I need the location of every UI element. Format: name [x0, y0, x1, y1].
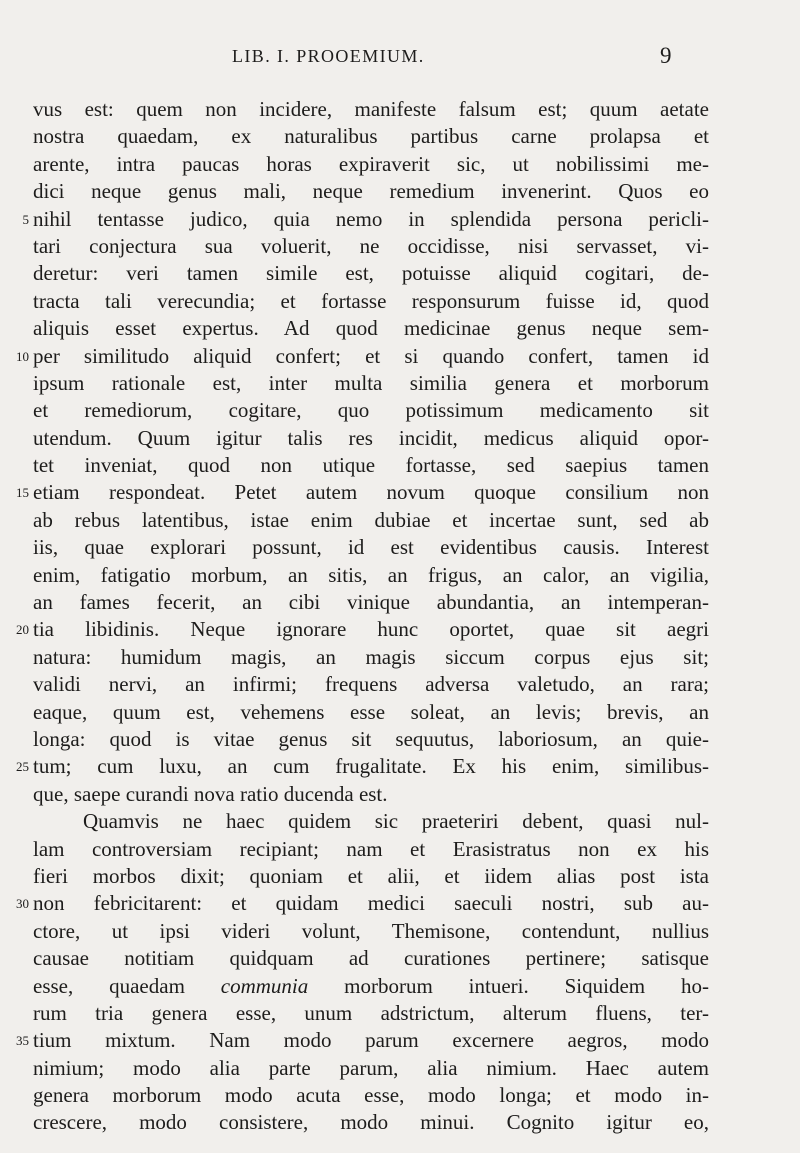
text-line	[33, 562, 709, 589]
line-text: ab rebus latentibus, istae enim dubiae et incertae sunt, sed ab	[33, 507, 709, 532]
line-text: non febricitarent: et quidam medici saeculi nostri, sub au-	[33, 891, 709, 916]
line-text: per similitudo aliquid confert; et si quando confert, tamen id	[33, 343, 709, 368]
text-line	[33, 452, 709, 479]
text-line	[33, 1055, 709, 1082]
line-text: eaque, quum est, vehemens esse soleat, an levis; brevis, an	[33, 699, 709, 724]
text-line	[33, 507, 709, 534]
line-text: tet inveniat, quod non utique fortasse, sed saepius tamen	[33, 453, 709, 478]
text-line	[33, 1082, 709, 1109]
page-number: 9	[660, 43, 672, 68]
text-line	[16, 1027, 709, 1054]
line-number: 20	[16, 622, 29, 638]
line-text: et remediorum, cogitare, quo potissimum medicamento sit	[33, 398, 709, 423]
text-line	[33, 1109, 709, 1136]
text-line	[33, 836, 709, 863]
line-text: lam controversiam recipiant; nam et Erasistratus non ex his	[33, 836, 709, 861]
line-text: nostra quaedam, ex naturalibus partibus carne prolapsa et	[33, 124, 709, 149]
line-number: 5	[22, 211, 29, 227]
line-number: 10	[16, 348, 29, 364]
text-line	[33, 151, 709, 178]
text-line	[33, 863, 709, 890]
text-line	[33, 589, 709, 616]
text-line	[33, 644, 709, 671]
text-line	[16, 479, 709, 506]
line-text: enim, fatigatio morbum, an sitis, an frigus, an calor, an vigilia,	[33, 562, 709, 587]
line-text: crescere, modo consistere, modo minui. Cognito igitur eo,	[33, 1110, 709, 1135]
line-text: genera morborum modo acuta esse, modo longa; et modo in-	[33, 1083, 709, 1108]
body-text	[16, 96, 709, 1137]
line-text: arente, intra paucas horas expiraverit sic, ut nobilissimi me-	[33, 151, 709, 176]
line-number: 15	[16, 485, 29, 501]
line-text: nihil tentasse judico, quia nemo in splendida persona pericli-	[33, 206, 709, 231]
text-line	[16, 616, 709, 643]
text-line	[33, 233, 709, 260]
text-line	[16, 343, 709, 370]
line-text: deretur: veri tamen simile est, potuisse aliquid cogitari, de-	[33, 261, 709, 286]
line-text: dici neque genus mali, neque remedium invenerint. Quos eo	[33, 179, 709, 204]
text-line	[33, 781, 709, 808]
text-line	[33, 425, 709, 452]
text-line	[33, 96, 709, 123]
line-text	[33, 973, 709, 1000]
page-header	[0, 42, 800, 78]
line-text: fieri morbos dixit; quoniam et alii, et iidem alias post ista	[33, 863, 709, 888]
line-text: vus est: quem non incidere, manifeste falsum est; quum aetate	[33, 97, 709, 121]
text-line	[33, 178, 709, 205]
line-text: natura: humidum magis, an magis siccum corpus ejus sit;	[33, 644, 709, 669]
text-line	[22, 206, 709, 233]
text-line	[16, 890, 709, 917]
line-text: Quamvis ne haec quidem sic praeteriri debent, quasi nul-	[83, 809, 709, 834]
line-text: tia libidinis. Neque ignorare hunc oportet, quae sit aegri	[33, 617, 709, 642]
text-line	[33, 699, 709, 726]
line-text: utendum. Quum igitur talis res incidit, medicus aliquid opor-	[33, 425, 709, 450]
line-text: ctore, ut ipsi videri volunt, Themisone, contendunt, nullius	[33, 918, 709, 943]
line-text: validi nervi, an infirmi; frequens adversa valetudo, an rara;	[33, 672, 709, 697]
text-line	[33, 726, 709, 753]
text-line	[33, 123, 709, 150]
line-text-segment: esse, quaedam	[33, 973, 221, 998]
text-line	[33, 370, 709, 397]
text-line	[33, 945, 709, 972]
text-line	[33, 288, 709, 315]
line-text: tium mixtum. Nam modo parum excernere aegros, modo	[33, 1028, 709, 1053]
italic-word: communia	[220, 973, 309, 998]
text-line	[33, 315, 709, 342]
line-text: iis, quae explorari possunt, id est evidentibus causis. Interest	[33, 535, 709, 560]
line-number: 25	[16, 759, 29, 775]
line-text: aliquis esset expertus. Ad quod medicinae genus neque sem-	[33, 316, 709, 341]
line-text: longa: quod is vitae genus sit sequutus, laboriosum, an quie-	[33, 726, 709, 751]
text-line	[33, 973, 709, 1000]
line-text: que, saepe curandi nova ratio ducenda est.	[33, 781, 388, 806]
line-number: 30	[16, 896, 29, 912]
line-text: etiam respondeat. Petet autem novum quoque consilium non	[33, 480, 709, 505]
line-text: tracta tali verecundia; et fortasse responsurum fuisse id, quod	[33, 288, 709, 313]
text-line	[33, 534, 709, 561]
text-line	[16, 753, 709, 780]
line-text: tum; cum luxu, an cum frugalitate. Ex his enim, similibus-	[33, 754, 709, 779]
line-number: 35	[16, 1033, 29, 1049]
running-head: LIB. I. PROOEMIUM.	[232, 46, 425, 66]
line-text: rum tria genera esse, unum adstrictum, alterum fluens, ter-	[33, 1000, 709, 1025]
text-line	[33, 397, 709, 424]
text-line	[33, 671, 709, 698]
text-line	[33, 918, 709, 945]
text-line	[33, 1000, 709, 1027]
text-line	[33, 260, 709, 287]
line-text: ipsum rationale est, inter multa similia genera et morborum	[33, 370, 709, 395]
line-text-segment: morborum intueri. Siquidem ho-	[308, 973, 709, 998]
text-line	[33, 808, 709, 835]
line-text: tari conjectura sua voluerit, ne occidisse, nisi servasset, vi-	[33, 233, 709, 258]
line-text: nimium; modo alia parte parum, alia nimium. Haec autem	[33, 1055, 709, 1080]
line-text: causae notitiam quidquam ad curationes pertinere; satisque	[33, 946, 709, 971]
line-text: an fames fecerit, an cibi vinique abundantia, an intemperan-	[33, 590, 709, 615]
